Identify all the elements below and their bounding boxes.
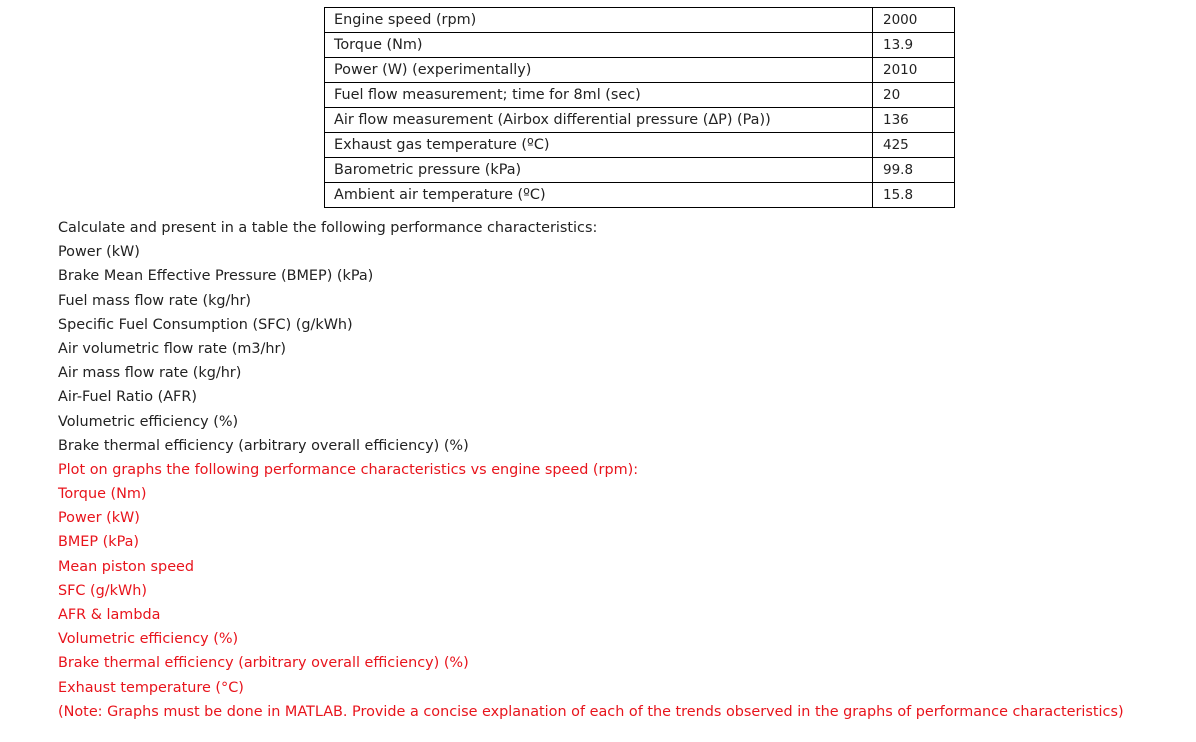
calculate-item: Air-Fuel Ratio (AFR): [58, 389, 197, 406]
plot-item: Mean piston speed: [58, 558, 195, 575]
row-value: 15.8: [873, 183, 955, 208]
row-label: Fuel flow measurement; time for 8ml (sec): [325, 83, 873, 108]
row-value: 136: [873, 108, 955, 133]
row-label: Torque (Nm): [325, 33, 873, 58]
row-label: Ambient air temperature (ºC): [325, 183, 873, 208]
plot-note: (Note: Graphs must be done in MATLAB. Provide a concise explanation of each of the trends observed in the graphs of performance characteristics): [58, 703, 1124, 720]
calculate-item: Brake thermal efficiency (arbitrary overall efficiency) (%): [58, 437, 469, 454]
engine-data-table: [324, 7, 955, 208]
calculate-item: Power (kW): [58, 244, 140, 261]
table-row: [325, 183, 955, 208]
calculate-item: Fuel mass flow rate (kg/hr): [58, 292, 252, 309]
plot-item: AFR & lambda: [58, 607, 161, 623]
table-row: [325, 158, 955, 183]
plot-item: Torque (Nm): [58, 486, 147, 503]
calculate-heading: Calculate and present in a table the following performance characteristics:: [58, 220, 598, 236]
plot-item: Power (kW): [58, 510, 140, 527]
table-row: [325, 133, 955, 158]
calculate-item: Air volumetric flow rate (m3/hr): [58, 340, 286, 357]
row-label: Air flow measurement (Airbox differential pressure (ΔP) (Pa)): [325, 108, 873, 133]
row-value: 2000: [873, 8, 955, 33]
plot-heading: Plot on graphs the following performance characteristics vs engine speed (rpm):: [58, 461, 639, 478]
row-label: Engine speed (rpm): [325, 8, 873, 33]
row-value: 99.8: [873, 158, 955, 183]
plot-item: Volumetric efficiency (%): [58, 631, 239, 648]
row-value: 425: [873, 133, 955, 158]
row-value: 13.9: [873, 33, 955, 58]
calculate-item: Specific Fuel Consumption (SFC) (g/kWh): [58, 316, 353, 333]
row-value: 2010: [873, 58, 955, 83]
calculate-item: Air mass flow rate (kg/hr): [58, 365, 242, 382]
table-row: [325, 33, 955, 58]
row-label: Power (W) (experimentally): [325, 58, 873, 83]
table-row: [325, 8, 955, 33]
plot-item: Brake thermal efficiency (arbitrary overall efficiency) (%): [58, 655, 469, 672]
instructions-text: [58, 216, 1124, 724]
table-row: [325, 83, 955, 108]
plot-item: SFC (g/kWh): [58, 582, 147, 599]
table-row: [325, 108, 955, 133]
row-value: 20: [873, 83, 955, 108]
calculate-item: Volumetric efficiency (%): [58, 413, 239, 430]
plot-item: Exhaust temperature (°C): [58, 679, 244, 696]
calculate-item: Brake Mean Effective Pressure (BMEP) (kPa): [58, 268, 374, 285]
table-row: [325, 58, 955, 83]
row-label: Barometric pressure (kPa): [325, 158, 873, 183]
row-label: Exhaust gas temperature (ºC): [325, 133, 873, 158]
plot-item: BMEP (kPa): [58, 534, 140, 551]
